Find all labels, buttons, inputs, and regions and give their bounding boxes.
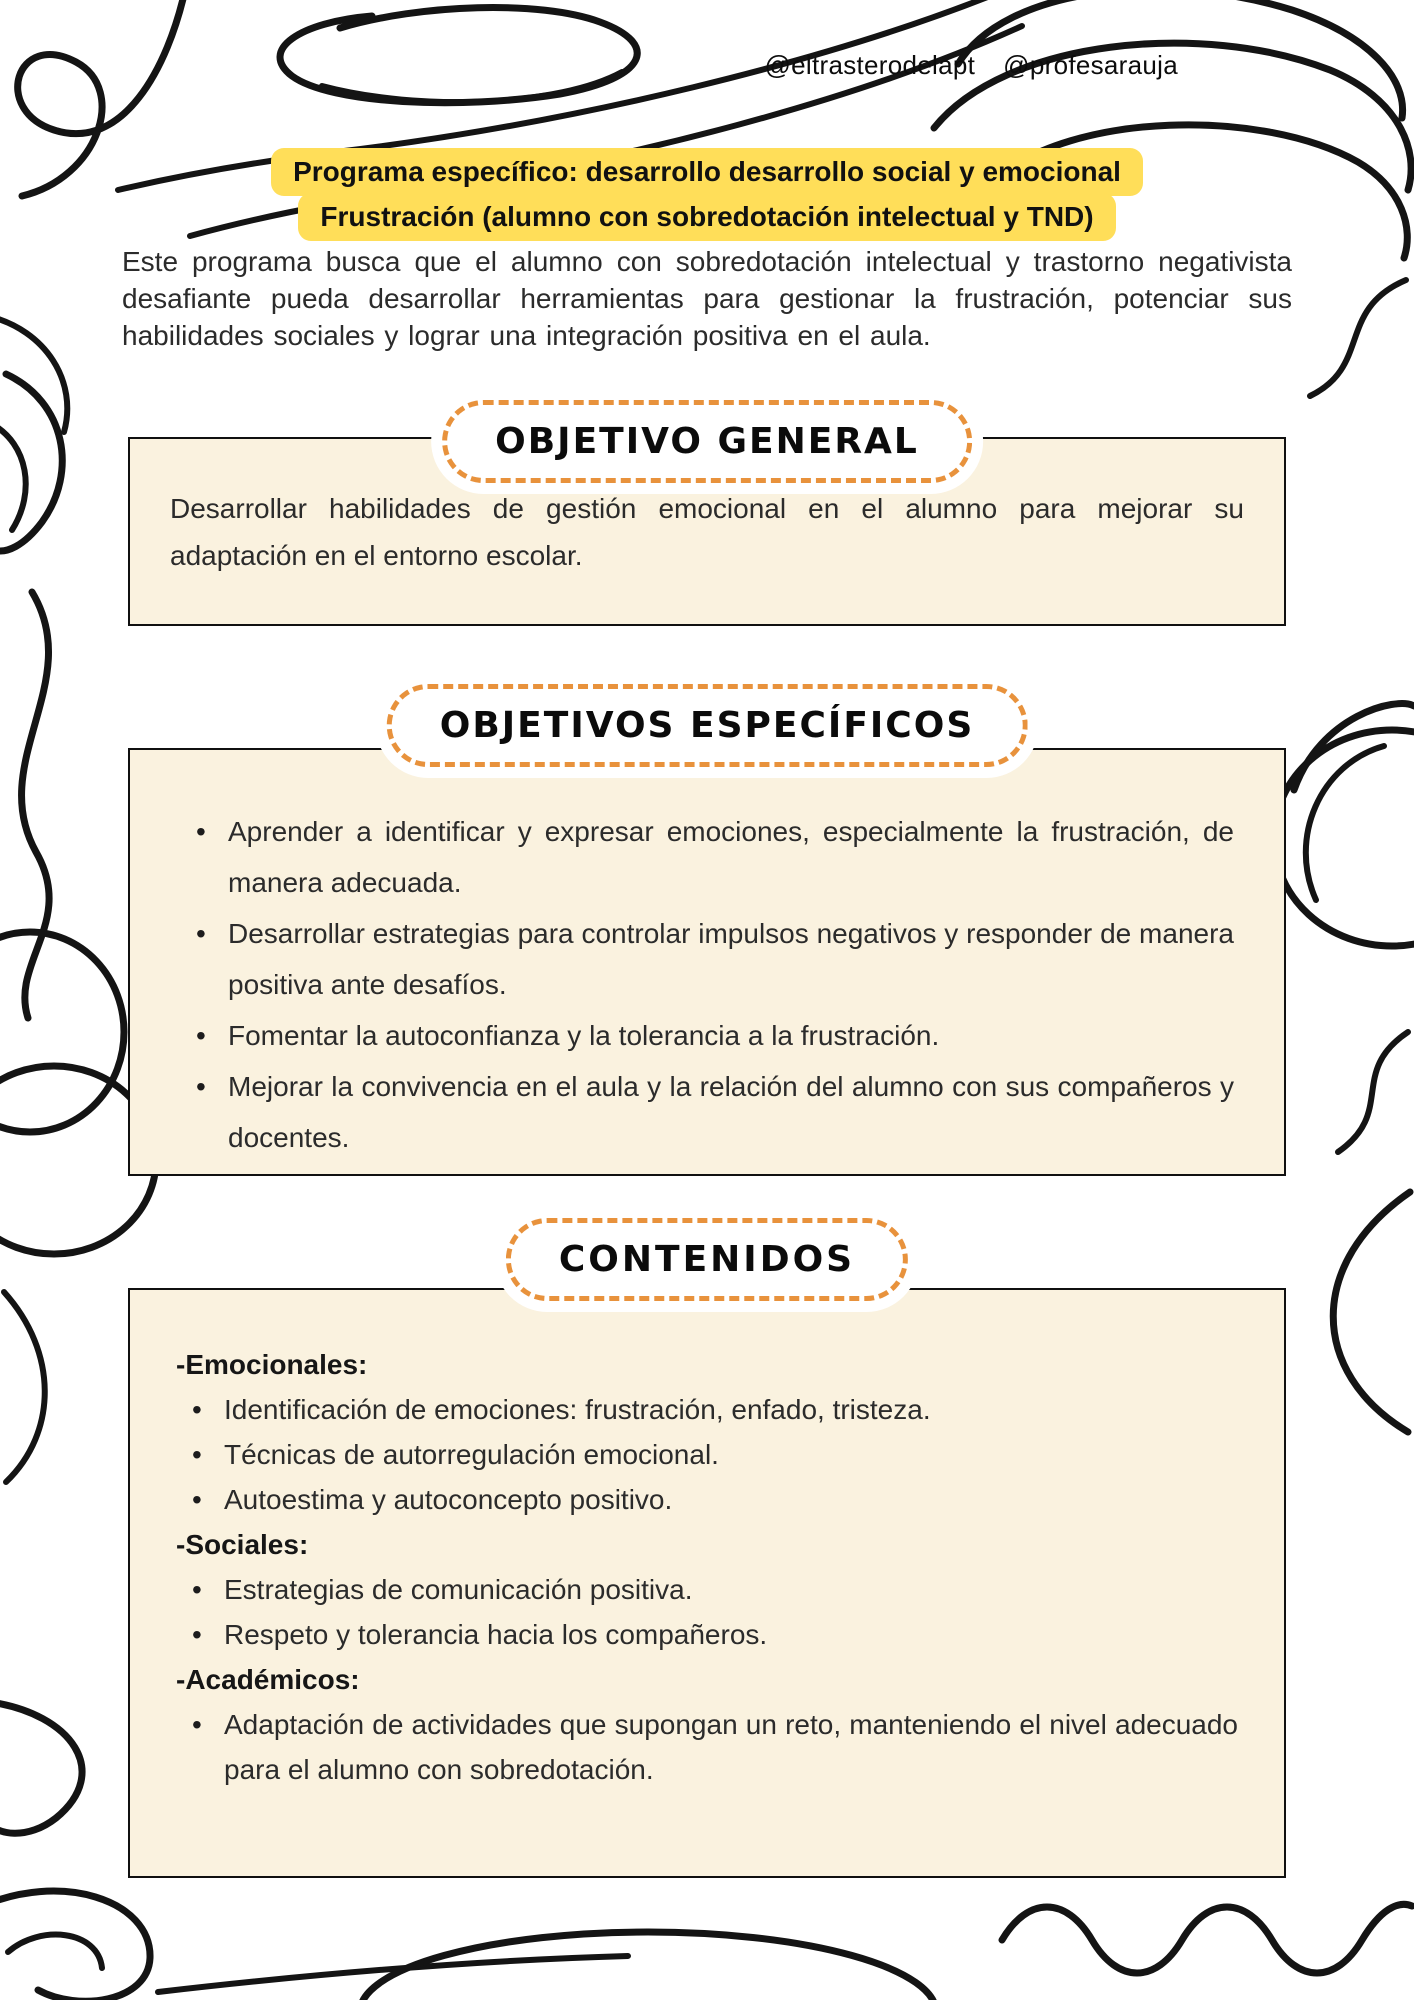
title-row-2 (0, 196, 1414, 241)
page-title (0, 148, 1414, 241)
bullet-item: • Mejorar la convivencia en el aula y la relación del alumno con sus compañeros y docentes. (194, 1061, 1234, 1163)
group-label-academicos: -Académicos: (176, 1664, 360, 1695)
bullet-item: • Aprender a identificar y expresar emociones, especialmente la frustración, de manera adecuada. (194, 806, 1234, 908)
bullet-item: • Técnicas de autorregulación emocional. (190, 1432, 1238, 1477)
objetivo-general-text: Desarrollar habilidades de gestión emocional en el alumno para mejorar su adaptación en el entorno escolar. (170, 493, 1244, 571)
handle-profesarauja: @profesarauja (1003, 50, 1178, 80)
doodle-top-center-oval (280, 8, 637, 103)
objetivo-general-heading: OBJETIVO GENERAL (442, 400, 972, 483)
title-highlight-line-1: Programa específico: desarrollo desarrollo social y emocional (271, 148, 1143, 196)
bullet-item: • Adaptación de actividades que supongan un reto, manteniendo el nivel adecuado para el alumno con sobredotación. (190, 1702, 1238, 1792)
social-handles (764, 50, 1178, 81)
bullet-item: • Estrategias de comunicación positiva. (190, 1567, 1238, 1612)
group-label-emocionales: -Emocionales: (176, 1349, 368, 1380)
doodle-bottom-center-oval (158, 1932, 936, 2000)
objetivos-especificos-list (180, 806, 1234, 1163)
objetivos-especificos-heading: OBJETIVOS ESPECÍFICOS (387, 684, 1028, 767)
doodle-right-circles (1274, 704, 1414, 946)
doodle-left-curves (0, 374, 62, 1018)
emocionales-list (176, 1387, 1238, 1522)
contenidos-heading: CONTENIDOS (506, 1218, 908, 1301)
bullet-item: • Desarrollar estrategias para controlar impulsos negativos y responder de manera positiva ante desafíos. (194, 908, 1234, 1010)
doodle-bottom-right-wave (1002, 1904, 1412, 1973)
contenidos-panel (128, 1288, 1286, 1878)
sociales-list (176, 1567, 1238, 1657)
bullet-item: • Autoestima y autoconcepto positivo. (190, 1477, 1238, 1522)
bullet-item: • Fomentar la autoconfianza y la tolerancia a la frustración. (194, 1010, 1234, 1061)
group-label-sociales: -Sociales: (176, 1529, 309, 1560)
title-row-1 (0, 148, 1414, 196)
handle-eltrasterodelapt: @eltrasterodelapt (764, 50, 976, 80)
doodle-right-waves (1333, 1032, 1410, 1432)
objetivos-especificos-panel (128, 748, 1286, 1176)
intro-paragraph: Este programa busca que el alumno con sobredotación intelectual y trastorno negativista desafiante pueda desarrollar herramientas para gestionar la frustración, potenciar sus habilidades sociales y lograr una integración positiva en el aula. (122, 246, 1292, 351)
title-highlight-line-2: Frustración (alumno con sobredotación intelectual y TND) (298, 193, 1115, 241)
bullet-item: • Respeto y tolerancia hacia los compañeros. (190, 1612, 1238, 1657)
academicos-list (176, 1702, 1238, 1792)
bullet-item: • Identificación de emociones: frustración, enfado, tristeza. (190, 1387, 1238, 1432)
